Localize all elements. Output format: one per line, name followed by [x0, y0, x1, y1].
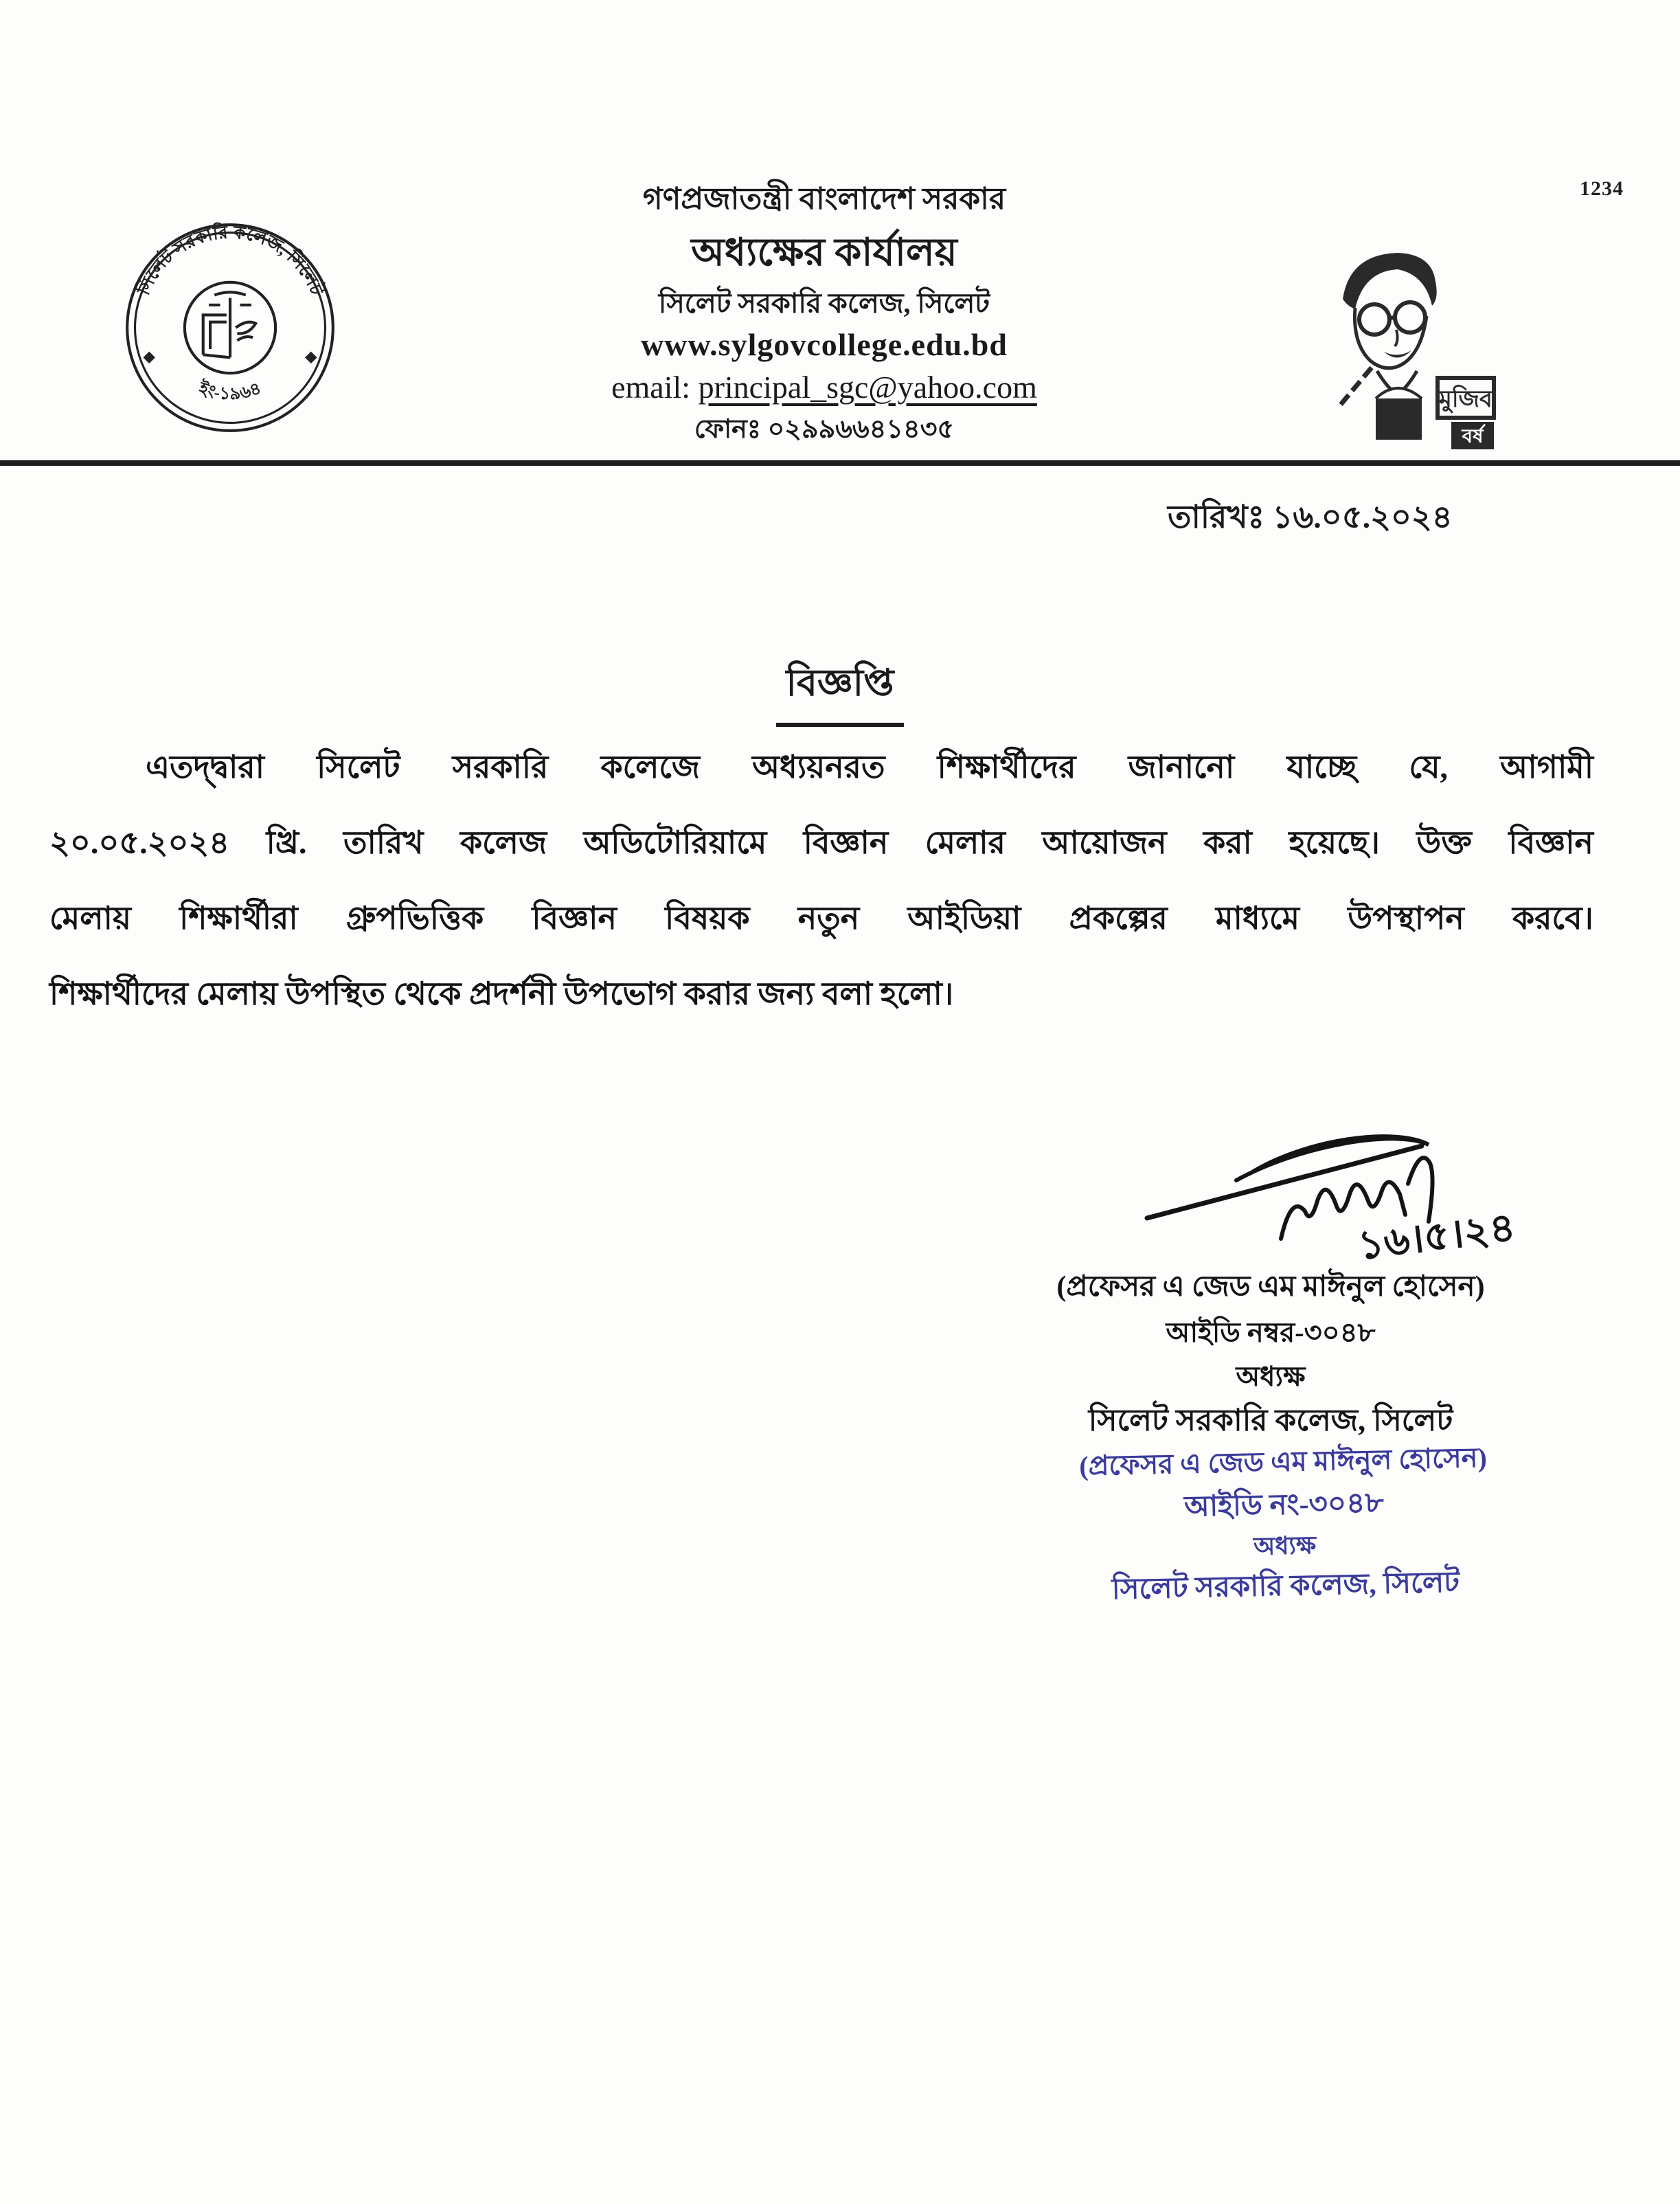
- notice-body-line: মেলায় শিক্ষার্থীরা গ্রুপভিত্তিক বিজ্ঞান বিষয়ক নতুন আইডিয়া প্রকল্পের মাধ্যমে উপস্থাপন করবে।: [49, 901, 1593, 936]
- email-line: [440, 368, 1209, 407]
- seal-ring-text-top: সিলেট সরকারি কলেজ, সিলেট: [133, 222, 327, 298]
- email-address: principal_sgc@yahoo.com: [698, 369, 1037, 405]
- signatory-id: আইডি নম্বর-৩০৪৮: [1166, 1317, 1376, 1348]
- signature-icon: [1133, 1098, 1573, 1283]
- stamp-institution: সিলেট সরকারি কলেজ, সিলেট: [1111, 1566, 1460, 1606]
- email-label: email:: [611, 369, 691, 405]
- signatory-designation: অধ্যক্ষ: [1236, 1361, 1306, 1392]
- signatory-block: [948, 1272, 1593, 1436]
- phone-line: ফোনঃ ০২৯৯৬৬৪১৪৩৫: [694, 415, 955, 444]
- date-line: তারিখঃ ১৬.০৫.২০২৪: [1168, 499, 1453, 535]
- college-seal-logo: [124, 221, 337, 434]
- letterhead-divider-rule: [0, 460, 1680, 466]
- signatory-name: (প্রফেসর এ জেড এম মাঈনুল হোসেন): [1056, 1271, 1485, 1303]
- letterhead: [440, 180, 1209, 447]
- signature-handwritten-date: ১৬।৫।২৪: [1355, 1204, 1518, 1268]
- svg-text:ইং-১৯৬৪: [196, 377, 264, 404]
- office-line: অধ্যক্ষের কার্যালয়: [691, 232, 957, 274]
- notice-title: বিজ্ঞপ্তি: [776, 654, 903, 727]
- government-line: গণপ্রজাতন্ত্রী বাংলাদেশ সরকার: [642, 182, 1006, 216]
- college-line: সিলেট সরকারি কলেজ, সিলেট: [658, 288, 990, 319]
- notice-body-line: এতদ্দ্বারা সিলেট সরকারি কলেজে অধ্যয়নরত শিক্ষার্থীদের জানানো যাচ্ছে যে, আগামী: [146, 750, 1593, 785]
- notice-title-wrap: [0, 654, 1680, 727]
- notice-body-line: শিক্ষার্থীদের মেলায় উপস্থিত থেকে প্রদর্শনী উপভোগ করার জন্য বলা হলো।: [49, 976, 954, 1011]
- mujib-borsho-logo: [1295, 234, 1501, 460]
- stamp-id: আইডি নং-৩০৪৮: [1183, 1487, 1385, 1524]
- mujib-portrait-icon: [1295, 234, 1501, 460]
- seal-diamond-right-icon: [305, 352, 317, 364]
- handwritten-signature: [1133, 1098, 1573, 1283]
- seal-ring-text-bottom: ইং-১৯৬৪: [196, 379, 264, 404]
- svg-text:সিলেট সরকারি কলেজ, সিলেট: [132, 221, 328, 299]
- stamp-name: (প্রফেসর এ জেড এম মাঈনুল হোসেন): [1078, 1441, 1488, 1482]
- notice-body-line: ২০.০৫.২০২৪ খ্রি. তারিখ কলেজ অডিটোরিয়ামে বিজ্ঞান মেলার আয়োজন করা হয়েছে। উক্ত বিজ্ঞান: [49, 825, 1593, 860]
- stamp-designation: অধ্যক্ষ: [1253, 1531, 1317, 1560]
- signatory-institution: সিলেট সরকারি কলেজ, সিলেট: [1088, 1404, 1453, 1437]
- corner-page-number: 1234: [1580, 177, 1624, 200]
- seal-diamond-left-icon: [143, 352, 155, 364]
- official-stamp: [981, 1442, 1588, 1607]
- mujib-logo-text-top: মুজিব: [1439, 387, 1492, 412]
- notice-body: [49, 730, 1593, 1032]
- college-seal-icon: [124, 221, 337, 434]
- seal-book-torch-emblem-icon: [203, 292, 256, 357]
- mujib-logo-text-bottom: বর্ষ: [1462, 426, 1484, 447]
- website-url: www.sylgovcollege.edu.bd: [641, 327, 1008, 362]
